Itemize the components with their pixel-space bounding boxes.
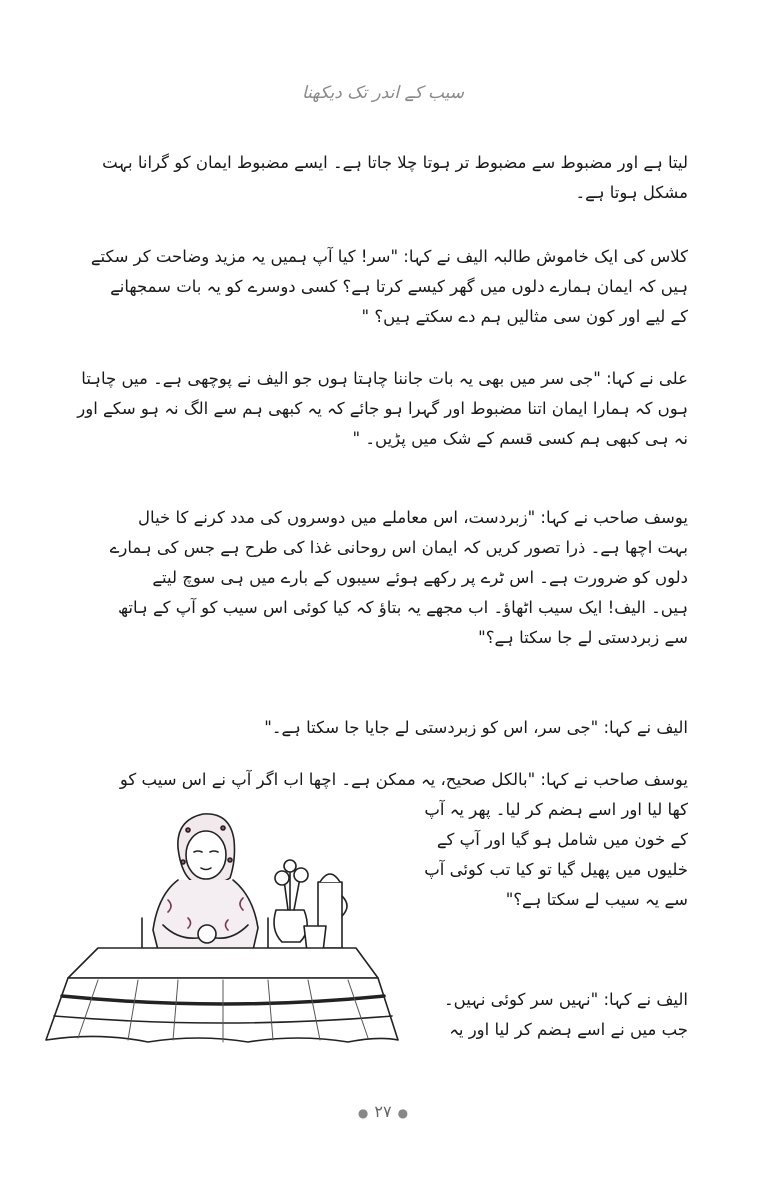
wrapped-text-block-1 bbox=[412, 795, 688, 915]
running-header: سیب کے اندر تک دیکھنا bbox=[301, 83, 465, 103]
paragraph-5 bbox=[84, 713, 688, 743]
text-line: الیف نے کہا: "جی سر، اس کو زبردستی لے جایا جا سکتا ہے۔" bbox=[264, 718, 688, 737]
paragraph-6 bbox=[84, 765, 688, 795]
text-line: ہیں۔ الیف! ایک سیب اٹھاؤ۔ اب مجھے یہ بتاؤ کہ کیا کوئی اس سیب کو آپ کے ہاتھ bbox=[118, 598, 688, 617]
text-line: کھا لیا اور اسے ہضم کر لیا۔ پھر یہ آپ bbox=[424, 800, 688, 819]
text-line: یوسف صاحب نے کہا: "بالکل صحیح، یہ ممکن ہے۔ اچھا اب اگر آپ نے اس سیب کو bbox=[119, 770, 688, 789]
text-line: بہت اچھا ہے۔ ذرا تصور کریں کہ ایمان اس روحانی غذا کی طرح ہے جس کی ہمارے bbox=[109, 538, 688, 557]
wrapped-text-block-2 bbox=[412, 985, 688, 1045]
page-number: ۲۷ bbox=[374, 1102, 392, 1121]
text-line: الیف نے کہا: "نہیں سر کوئی نہیں۔ bbox=[443, 990, 688, 1009]
text-line: کلاس کی ایک خاموش طالبہ الیف نے کہا: "سر! کیا آپ ہمیں یہ مزید وضاحت کر سکتے bbox=[90, 247, 688, 266]
bullet-dot-icon: ● bbox=[357, 1106, 369, 1120]
text-line: دلوں کو ضرورت ہے۔ اس ٹرے پر رکھے ہوئے سیبوں کے بارے میں ہی سوچ لیتے bbox=[152, 568, 688, 587]
text-line: لیتا ہے اور مضبوط سے مضبوط تر ہوتا چلا جاتا ہے۔ ایسے مضبوط ایمان کو گرانا بہت bbox=[102, 153, 688, 172]
text-line: یوسف صاحب نے کہا: "زبردست، اس معاملے میں دوسروں کی مدد کرنے کا خیال bbox=[138, 508, 688, 527]
text-line: کے لیے اور کون سی مثالیں ہم دے سکتے ہیں؟ " bbox=[361, 307, 688, 326]
text-line: سے زبردستی لے جا سکتا ہے؟" bbox=[478, 628, 688, 647]
text-line: علی نے کہا: "جی سر میں بھی یہ بات جاننا چاہتا ہوں جو الیف نے پوچھی ہے۔ میں چاہتا bbox=[81, 369, 688, 388]
text-line: ہوں کہ ہمارا ایمان اتنا مضبوط اور گہرا ہو جائے کہ یہ کبھی ہم سے الگ نہ ہو سکے اور bbox=[77, 399, 688, 418]
paragraph-4 bbox=[84, 503, 688, 653]
bullet-dot-icon: ● bbox=[397, 1106, 409, 1120]
text-line: سے یہ سیب لے سکتا ہے؟" bbox=[505, 890, 688, 909]
text-line: ہیں کہ ایمان ہمارے دلوں میں گھر کیسے کرتا ہے؟ کسی دوسرے کو یہ بات سمجھانے bbox=[110, 277, 688, 296]
text-line: نہ ہی کبھی ہم کسی قسم کے شک میں پڑیں۔ " bbox=[352, 429, 688, 448]
text-line: کے خون میں شامل ہو گیا اور آپ کے bbox=[436, 830, 688, 849]
girl-at-table-illustration bbox=[38, 800, 408, 1048]
text-line: مشکل ہوتا ہے۔ bbox=[575, 183, 688, 202]
paragraph-2 bbox=[84, 242, 688, 332]
page-footer bbox=[0, 1102, 766, 1121]
text-line: خلیوں میں پھیل گیا تو کیا تب کوئی آپ bbox=[424, 860, 688, 879]
paragraph-3 bbox=[77, 364, 688, 454]
paragraph-1 bbox=[84, 148, 688, 208]
text-line: جب میں نے اسے ہضم کر لیا اور یہ bbox=[449, 1020, 688, 1039]
